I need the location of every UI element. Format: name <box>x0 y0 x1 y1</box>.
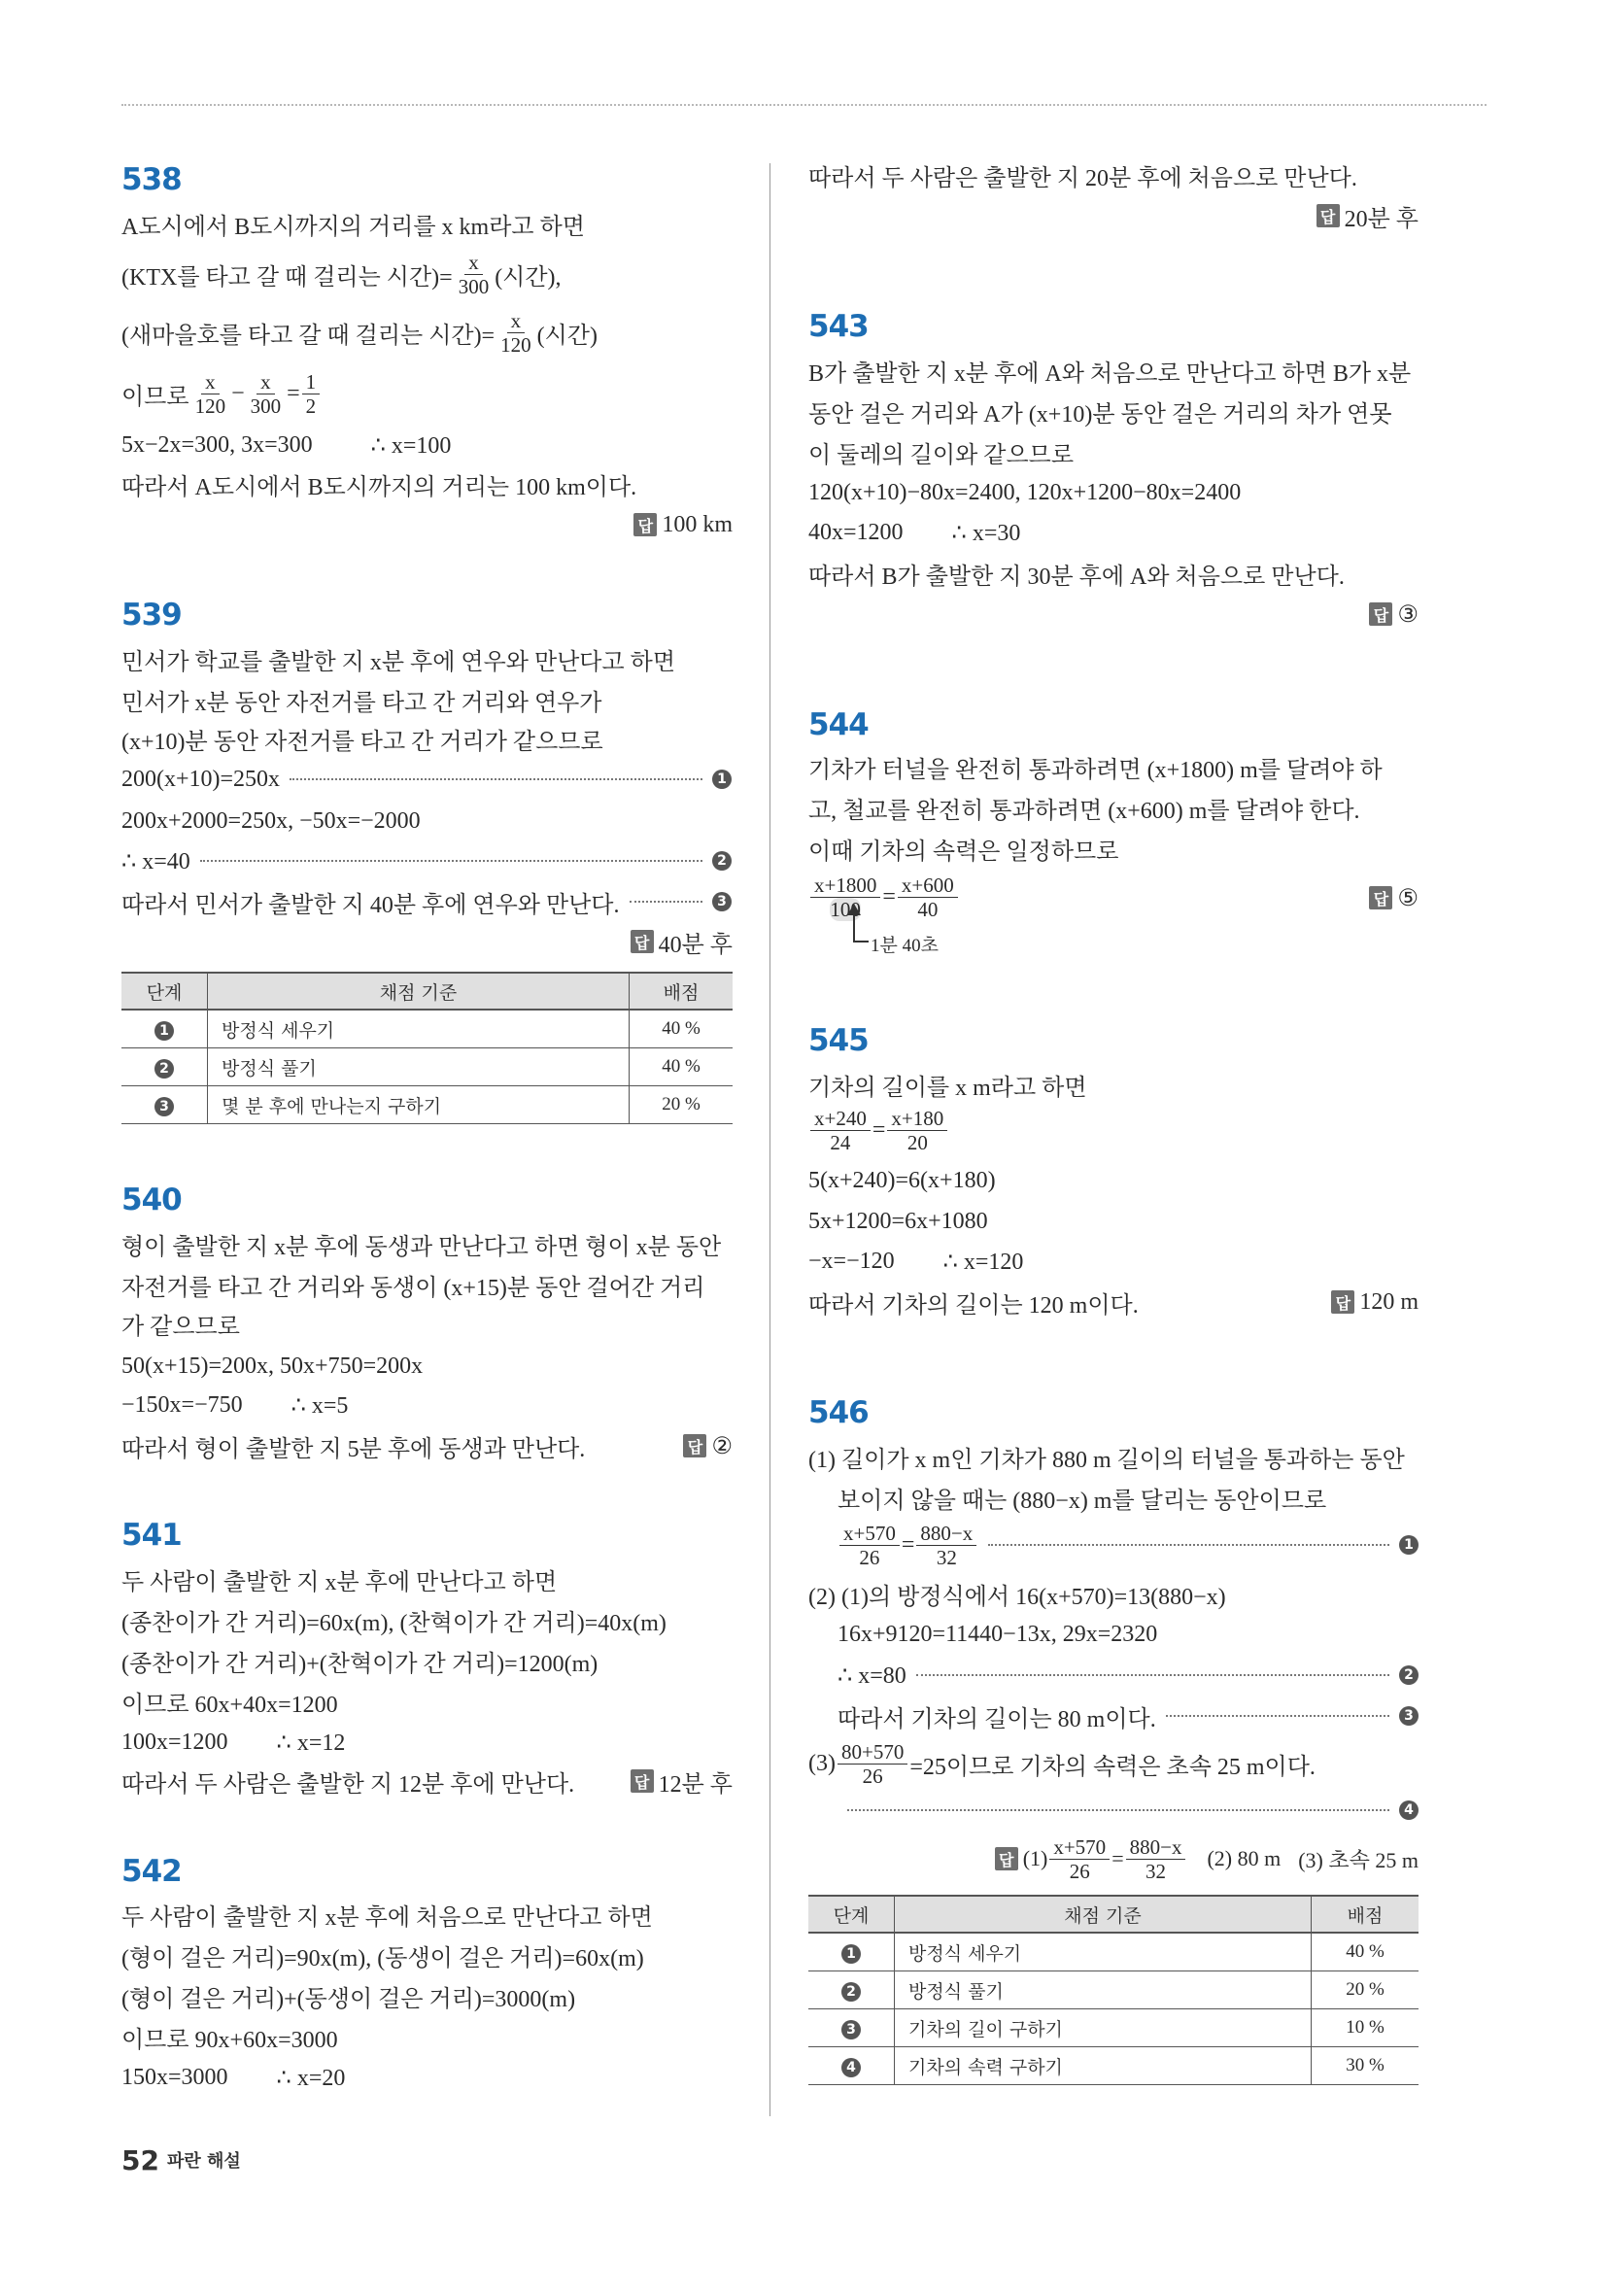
text: −150x=−750 <box>121 1391 243 1418</box>
solution-line <box>838 1790 1419 1831</box>
solution-line <box>121 881 732 922</box>
numerator: x+570 <box>1049 1835 1110 1860</box>
solution-line: (형이 걸은 거리)=90x(m), (동생이 걸은 거리)=60x(m) <box>121 1945 644 1971</box>
solution-line <box>808 1739 1316 1788</box>
solution-line: 50(x+15)=200x, 50x+750=200x <box>121 1353 424 1379</box>
scoring-table <box>808 1895 1419 2085</box>
answer <box>1369 877 1419 918</box>
answer-text: ⑤ <box>1397 885 1419 911</box>
answer <box>1316 195 1419 236</box>
problem-number: 542 <box>121 1854 182 1889</box>
solution-line: (종찬이가 간 거리)=60x(m), (찬혁이가 간 거리)=40x(m) <box>121 1610 667 1636</box>
text: 이므로 <box>121 384 189 410</box>
answer <box>631 921 733 962</box>
text: 200(x+10)=250x <box>121 766 281 792</box>
solution-line: (형이 걸은 거리)+(동생이 걸은 거리)=3000(m) <box>121 1986 576 2012</box>
annotation-arrow <box>853 913 869 942</box>
answer <box>631 1761 733 1801</box>
numerator: x+180 <box>887 1107 947 1131</box>
step-marker-icon: 1 <box>712 770 732 789</box>
denominator: 26 <box>862 1764 883 1788</box>
solution-line: (1) 길이가 x m인 기차가 880 m 길이의 터널을 통과하는 동안 <box>808 1447 1405 1473</box>
text: =25이므로 기차의 속력은 초속 25 m이다. <box>909 1754 1316 1780</box>
solution-line <box>121 425 451 465</box>
answer-badge-icon: 답 <box>683 1434 706 1457</box>
text: (시간) <box>536 323 598 349</box>
problem-number: 538 <box>121 162 182 197</box>
answer <box>1369 594 1419 634</box>
step-marker-icon: 1 <box>154 1021 174 1041</box>
denominator: 2 <box>305 394 317 418</box>
answer-text: 100 km <box>662 511 733 537</box>
solution-line: 자전거를 타고 간 거리와 동생이 (x+15)분 동안 걸어간 거리 <box>121 1275 705 1301</box>
operator: = <box>287 380 300 406</box>
solution-line: 따라서 형이 출발한 지 5분 후에 동생과 만난다. <box>121 1436 586 1462</box>
step-marker-icon: 2 <box>712 851 732 871</box>
solution-line: 5x+1200=6x+1080 <box>808 1208 988 1234</box>
solution-line: 기차가 터널을 완전히 통과하려면 (x+1800) m를 달려야 하 <box>808 757 1383 783</box>
criterion-cell: 방정식 풀기 <box>895 1971 1312 2009</box>
step-cell <box>121 1010 208 1048</box>
score-cell: 30 % <box>1312 2047 1419 2085</box>
solution-line: 민서가 학교를 출발한 지 x분 후에 연우와 만난다고 하면 <box>121 649 676 675</box>
text: ∴ x=120 <box>942 1249 1024 1275</box>
step-marker-icon: 2 <box>841 1982 861 2002</box>
operator: = <box>872 1116 886 1143</box>
step-marker-icon: 4 <box>841 2058 861 2077</box>
solution-line: 이 둘레의 길이와 같으므로 <box>808 442 1075 468</box>
solution-line: 보이지 않을 때는 (880−x) m를 달리는 동안이므로 <box>838 1488 1327 1514</box>
text: ∴ x=40 <box>121 848 190 874</box>
solution-line: 기차의 길이를 x m라고 하면 <box>808 1075 1087 1101</box>
solution-line: A도시에서 B도시까지의 거리를 x km라고 하면 <box>121 214 585 240</box>
answer-text: 12분 후 <box>658 1771 733 1798</box>
problem-number: 539 <box>121 598 182 633</box>
highlighted-denominator: 100 <box>830 897 861 921</box>
criterion-cell: 방정식 세우기 <box>208 1010 630 1048</box>
fraction <box>898 874 958 921</box>
fraction <box>1126 1835 1186 1883</box>
solution-line: (x+10)분 동안 자전거를 타고 간 거리가 같으므로 <box>121 729 603 755</box>
problem-number: 540 <box>121 1182 182 1217</box>
fraction <box>810 874 880 921</box>
criterion-cell: 기차의 길이 구하기 <box>895 2009 1312 2047</box>
step-cell <box>121 1048 208 1086</box>
leader-dots <box>630 901 703 903</box>
page-number: 52 <box>121 2143 159 2176</box>
annotation-note: 1분 40초 <box>871 936 939 956</box>
leader-dots <box>988 1544 1389 1546</box>
solution-line: 따라서 기차의 길이는 120 m이다. <box>808 1292 1139 1319</box>
solution-line: 이므로 90x+60x=3000 <box>121 2027 338 2053</box>
fraction <box>302 370 321 418</box>
solution-line <box>121 369 322 418</box>
answer-badge-icon: 답 <box>633 513 657 536</box>
answer-badge-icon: 답 <box>1369 602 1392 626</box>
problem-number: 546 <box>808 1395 869 1430</box>
leader-dots <box>916 1674 1389 1676</box>
header-criterion: 채점 기준 <box>895 1896 1312 1933</box>
answer-badge-icon: 답 <box>1316 204 1340 227</box>
solution-line: 16x+9120=11440−13x, 29x=2320 <box>838 1621 1158 1647</box>
denominator: 120 <box>194 394 226 418</box>
problem-number: 543 <box>808 309 869 344</box>
denominator: 32 <box>1145 1859 1167 1883</box>
numerator: 880−x <box>1126 1835 1186 1860</box>
leader-dots <box>290 778 702 780</box>
header-step: 단계 <box>808 1896 895 1933</box>
step-cell <box>808 1971 895 2009</box>
denominator: 300 <box>458 274 490 298</box>
text: ∴ x=30 <box>951 520 1021 546</box>
numerator: x <box>464 251 483 275</box>
fraction <box>838 1740 907 1788</box>
score-cell: 40 % <box>1312 1933 1419 1971</box>
text: 5x−2x=300, 3x=300 <box>121 431 313 458</box>
step-cell <box>121 1086 208 1124</box>
numerator: 1 <box>302 370 321 394</box>
step-cell <box>808 2009 895 2047</box>
scoring-table <box>121 972 733 1124</box>
problem-number: 541 <box>121 1518 182 1553</box>
solution-line <box>121 1722 345 1763</box>
solution-line: 두 사람이 출발한 지 x분 후에 처음으로 만난다고 하면 <box>121 1904 653 1931</box>
text: ∴ x=100 <box>370 432 452 459</box>
equation-line <box>808 873 960 921</box>
text: ∴ x=80 <box>838 1662 906 1689</box>
text: ∴ x=12 <box>276 1730 346 1756</box>
step-marker-icon: 4 <box>1399 1800 1419 1820</box>
text: −x=−120 <box>808 1248 895 1274</box>
table-row <box>808 2047 1419 2085</box>
text: (3) <box>808 1750 836 1776</box>
fraction <box>496 309 535 357</box>
text: 40x=1200 <box>808 519 904 545</box>
page-footer <box>121 2141 241 2179</box>
step-marker-icon: 2 <box>154 1059 174 1079</box>
solution-line: 이때 기차의 속력은 일정하므로 <box>808 839 1119 865</box>
operator: − <box>231 380 245 406</box>
solution-line: 200x+2000=250x, −50x=−2000 <box>121 807 421 834</box>
table-row <box>808 2009 1419 2047</box>
answer-text: (2) 80 m <box>1207 1846 1282 1870</box>
fraction <box>455 251 494 298</box>
solution-line <box>121 250 562 298</box>
solution-line: 민서가 x분 동안 자전거를 타고 간 거리와 연우가 <box>121 690 602 716</box>
answer-text: ③ <box>1397 601 1419 628</box>
score-cell: 40 % <box>630 1010 734 1048</box>
step-marker-icon: 2 <box>1399 1665 1419 1685</box>
solution-line: 따라서 A도시에서 B도시까지의 거리는 100 km이다. <box>121 474 637 500</box>
text: ∴ x=20 <box>276 2065 346 2091</box>
step-marker-icon: 3 <box>154 1097 174 1116</box>
footer-title: 파란 해설 <box>166 2151 241 2172</box>
criterion-cell: 방정식 풀기 <box>208 1048 630 1086</box>
answer <box>995 1834 1419 1883</box>
operator: = <box>882 883 896 909</box>
answer-text: (3) 초속 25 m <box>1298 1847 1419 1872</box>
criterion-cell: 방정식 세우기 <box>895 1933 1312 1971</box>
numerator: 80+570 <box>838 1740 907 1765</box>
numerator: x+240 <box>810 1107 871 1131</box>
text: ∴ x=5 <box>291 1392 349 1419</box>
problem-number: 544 <box>808 707 869 742</box>
answer-badge-icon: 답 <box>1331 1290 1354 1314</box>
denominator: 120 <box>500 332 531 357</box>
solution-line: 따라서 두 사람은 출발한 지 20분 후에 처음으로 만난다. <box>808 165 1357 191</box>
fraction <box>839 1522 900 1569</box>
solution-line: 따라서 B가 출발한 지 30분 후에 A와 처음으로 만난다. <box>808 564 1345 590</box>
answer-text: ② <box>711 1433 733 1459</box>
header-score: 배점 <box>630 973 734 1010</box>
leader-dots <box>200 860 702 862</box>
solution-line <box>121 2057 345 2098</box>
answer <box>1331 1282 1419 1322</box>
step-marker-icon: 1 <box>1399 1535 1419 1555</box>
leader-dots <box>847 1809 1389 1811</box>
denominator: 24 <box>830 1130 851 1154</box>
solution-line: 형이 출발한 지 x분 후에 동생과 만난다고 하면 형이 x분 동안 <box>121 1234 722 1260</box>
answer <box>633 504 733 545</box>
column-divider <box>769 163 770 2116</box>
solution-line: 가 같으므로 <box>121 1314 240 1340</box>
fraction <box>916 1522 976 1569</box>
denominator: 26 <box>1069 1859 1090 1883</box>
solution-line: 5(x+240)=6(x+180) <box>808 1167 996 1193</box>
table-row <box>808 1933 1419 1971</box>
step-cell <box>808 1933 895 1971</box>
score-cell: 20 % <box>630 1086 734 1124</box>
score-cell: 20 % <box>1312 1971 1419 2009</box>
fraction <box>191 370 230 418</box>
solution-line <box>121 840 732 881</box>
text: (KTX를 타고 갈 때 걸리는 시간)= <box>121 264 453 291</box>
equation-line <box>808 1106 949 1154</box>
answer-text: 120 m <box>1359 1288 1419 1315</box>
text: 150x=3000 <box>121 2064 228 2090</box>
numerator: x <box>507 309 526 333</box>
fraction <box>247 370 286 418</box>
solution-line: 따라서 두 사람은 출발한 지 12분 후에 만난다. <box>121 1771 575 1798</box>
answer-text: 40분 후 <box>658 932 733 958</box>
answer <box>683 1425 733 1466</box>
step-marker-icon: 3 <box>841 2020 861 2039</box>
solution-line: 두 사람이 출발한 지 x분 후에 만난다고 하면 <box>121 1569 558 1595</box>
denominator: 40 <box>917 897 939 921</box>
solution-line <box>121 759 732 800</box>
header-step: 단계 <box>121 973 208 1010</box>
text: 따라서 민서가 출발한 지 40분 후에 연우와 만난다. <box>121 892 620 918</box>
denominator: 32 <box>936 1545 957 1569</box>
numerator: x+570 <box>839 1522 900 1546</box>
solution-line <box>838 1655 1419 1696</box>
step-cell <box>808 2047 895 2085</box>
score-cell: 40 % <box>630 1048 734 1086</box>
solution-line: 고, 철교를 완전히 통과하려면 (x+600) m를 달려야 한다. <box>808 798 1360 824</box>
solution-line <box>808 1241 1023 1282</box>
solution-line: (종찬이가 간 거리)+(찬혁이가 간 거리)=1200(m) <box>121 1651 598 1677</box>
text: 따라서 기차의 길이는 80 m이다. <box>838 1706 1156 1732</box>
answer-badge-icon: 답 <box>631 930 654 953</box>
solution-line <box>808 512 1020 553</box>
answer-badge-icon: 답 <box>995 1847 1018 1870</box>
header-score: 배점 <box>1312 1896 1419 1933</box>
numerator: 880−x <box>916 1522 976 1546</box>
solution-line: 120(x+10)−80x=2400, 120x+1200−80x=2400 <box>808 479 1242 505</box>
answer-text: (1) <box>1022 1846 1048 1870</box>
answer-text: 20분 후 <box>1344 206 1419 232</box>
header-criterion: 채점 기준 <box>208 973 630 1010</box>
numerator: x+1800 <box>810 874 880 898</box>
fraction <box>887 1107 947 1154</box>
step-marker-icon: 1 <box>841 1944 861 1964</box>
table-row <box>121 1086 733 1124</box>
solution-line: B가 출발한 지 x분 후에 A와 처음으로 만난다고 하면 B가 x분 <box>808 360 1412 387</box>
text: (새마을호를 타고 갈 때 걸리는 시간)= <box>121 323 496 349</box>
numerator: x <box>201 370 220 394</box>
numerator: x <box>256 370 275 394</box>
denominator: 300 <box>250 394 282 418</box>
text: (시간), <box>495 264 562 291</box>
table-row <box>808 1971 1419 2009</box>
criterion-cell: 기차의 속력 구하기 <box>895 2047 1312 2085</box>
solution-line <box>121 1385 348 1425</box>
solution-line: 동안 걸은 거리와 A가 (x+10)분 동안 걸은 거리의 차가 연못 <box>808 401 1392 428</box>
denominator: 26 <box>859 1545 880 1569</box>
step-marker-icon: 3 <box>712 892 732 911</box>
numerator: x+600 <box>898 874 958 898</box>
denominator: 20 <box>906 1130 928 1154</box>
solution-line <box>121 308 598 357</box>
answer-badge-icon: 답 <box>1369 886 1392 909</box>
table-header <box>121 973 733 1010</box>
problem-number: 545 <box>808 1023 869 1058</box>
answer-badge-icon: 답 <box>631 1769 654 1793</box>
top-dotted-rule <box>121 104 1487 106</box>
text: 100x=1200 <box>121 1729 228 1755</box>
leader-dots <box>1166 1715 1389 1717</box>
score-cell: 10 % <box>1312 2009 1419 2047</box>
criterion-cell: 몇 분 후에 만나는지 구하기 <box>208 1086 630 1124</box>
table-row <box>121 1048 733 1086</box>
step-marker-icon: 3 <box>1399 1706 1419 1726</box>
solution-line <box>838 1696 1419 1736</box>
fraction <box>1049 1835 1110 1883</box>
operator: = <box>901 1531 915 1558</box>
fraction <box>810 1107 871 1154</box>
table-header <box>808 1896 1419 1933</box>
equation-line <box>838 1521 1419 1569</box>
operator: = <box>1111 1846 1124 1870</box>
table-row <box>121 1010 733 1048</box>
solution-line: 이므로 60x+40x=1200 <box>121 1692 338 1718</box>
solution-line: (2) (1)의 방정식에서 16(x+570)=13(880−x) <box>808 1584 1226 1610</box>
